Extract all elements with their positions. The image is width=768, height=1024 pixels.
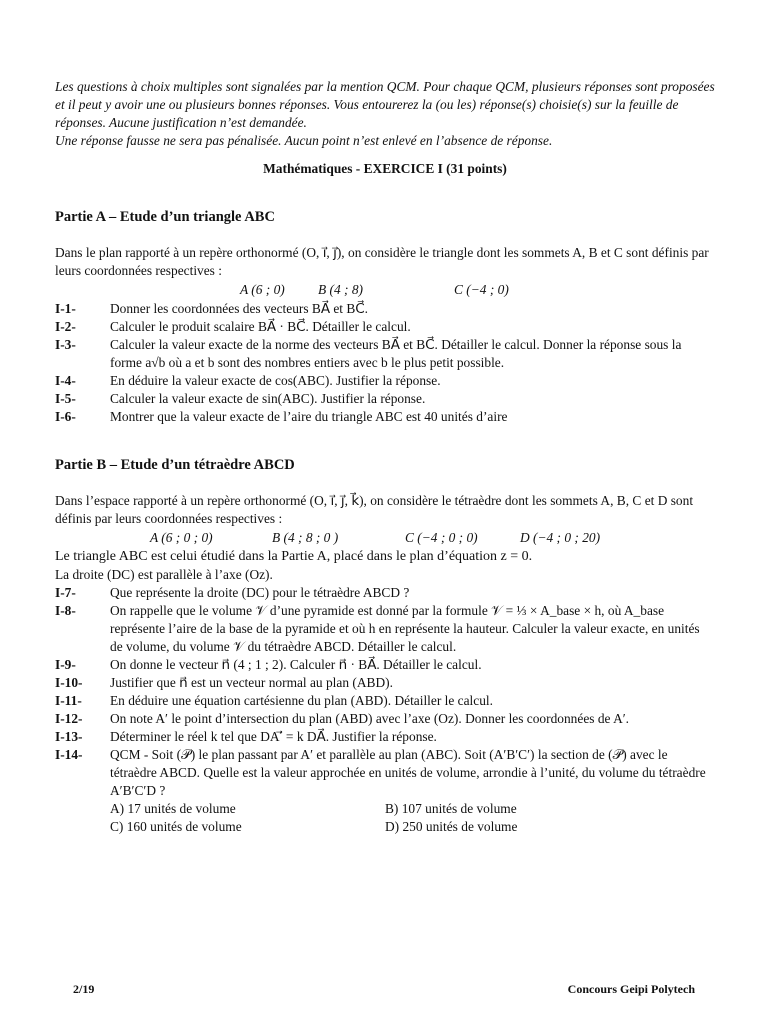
option-b[interactable]: B) 107 unités de volume bbox=[385, 801, 517, 816]
question-number: I-6- bbox=[55, 409, 76, 424]
question-text: Que représente la droite (DC) pour le tétraèdre ABCD ? bbox=[110, 585, 410, 600]
question-item bbox=[55, 300, 715, 318]
question-number: I-10- bbox=[55, 675, 83, 690]
coord-c: C (−4 ; 0 ; 0) bbox=[405, 530, 478, 545]
question-text: On donne le vecteur n⃗ (4 ; 1 ; 2). Calculer n⃗ · BA⃗. Détailler le calcul. bbox=[110, 657, 482, 672]
question-number: I-4- bbox=[55, 373, 76, 388]
footer-source: Concours Geipi Polytech bbox=[567, 982, 695, 996]
coord-c: C (−4 ; 0) bbox=[454, 282, 509, 297]
question-item bbox=[55, 692, 715, 710]
question-number: I-9- bbox=[55, 657, 76, 672]
part-a-questions bbox=[55, 300, 715, 426]
question-text: On rappelle que le volume 𝒱 d’une pyramide est donné par la formule 𝒱 = ⅓ × A_base × h, où A_base représente l’aire de la base de la pyramide et où h en représente la hauteur. Calculer la valeur exacte, en unités de volume, du volume 𝒱 du tétraèdre ABCD. Détailler le calcul. bbox=[110, 603, 700, 654]
option-a[interactable]: A) 17 unités de volume bbox=[110, 801, 236, 816]
part-b-title: Partie B – Etude d’un tétraèdre ABCD bbox=[55, 457, 295, 473]
option-c[interactable]: C) 160 unités de volume bbox=[110, 819, 242, 834]
coord-a: A (6 ; 0 ; 0) bbox=[150, 530, 213, 545]
question-text: En déduire une équation cartésienne du plan (ABD). Détailler le calcul. bbox=[110, 693, 493, 708]
part-a-coords bbox=[55, 281, 715, 299]
question-text: Déterminer le réel k tel que DA′⃗ = k DA⃗. Justifier la réponse. bbox=[110, 729, 437, 744]
question-item bbox=[55, 746, 715, 800]
question-item bbox=[55, 602, 715, 656]
part-b-line1: Le triangle ABC est celui étudié dans la Partie A, placé dans le plan d’équation z = 0. bbox=[55, 549, 533, 564]
page-number: 2/19 bbox=[73, 982, 95, 996]
question-number: I-12- bbox=[55, 711, 83, 726]
question-text: Calculer la valeur exacte de sin(ABC). Justifier la réponse. bbox=[110, 391, 426, 406]
question-item bbox=[55, 372, 715, 390]
instructions bbox=[55, 78, 715, 150]
part-b-line2: La droite (DC) est parallèle à l’axe (Oz). bbox=[55, 567, 273, 582]
question-text: Justifier que n⃗ est un vecteur normal au plan (ABD). bbox=[110, 675, 393, 690]
part-a-title: Partie A – Etude d’un triangle ABC bbox=[55, 209, 275, 225]
question-number: I-13- bbox=[55, 729, 83, 744]
question-item bbox=[55, 728, 715, 746]
question-number: I-5- bbox=[55, 391, 76, 406]
question-text: Montrer que la valeur exacte de l’aire du triangle ABC est 40 unités d’aire bbox=[110, 409, 508, 424]
coord-d: D (−4 ; 0 ; 20) bbox=[520, 530, 601, 545]
option-d[interactable]: D) 250 unités de volume bbox=[385, 819, 518, 834]
question-text: On note A′ le point d’intersection du plan (ABD) avec l’axe (Oz). Donner les coordonnées de A′. bbox=[110, 711, 630, 726]
part-b-intro: Dans l’espace rapporté à un repère orthonormé (O, i⃗, j⃗, k⃗), on considère le tétraèdre dont les sommets A, B, C et D sont définis par leurs coordonnées respectives : bbox=[55, 493, 694, 526]
part-b-questions bbox=[55, 584, 715, 800]
question-number: I-7- bbox=[55, 585, 76, 600]
question-number: I-3- bbox=[55, 337, 76, 352]
coord-b: B (4 ; 8 ; 0 ) bbox=[272, 530, 339, 545]
question-text: QCM - Soit (𝒫) le plan passant par A′ et parallèle au plan (ABC). Soit (A′B′C′) la section de (𝒫) avec le tétraèdre ABCD. Quelle est la valeur approchée en unités de volume, arrondie à l’unité, du volume du tétraèdre A′B′C′D ? bbox=[110, 747, 706, 798]
question-text: Donner les coordonnées des vecteurs BA⃗ et BC⃗. bbox=[110, 301, 368, 316]
question-text: Calculer la valeur exacte de la norme des vecteurs BA⃗ et BC⃗. Détailler le calcul. Donner la réponse sous la forme a√b où a et b sont des nombres entiers avec b le plus petit possible. bbox=[110, 337, 682, 370]
question-number: I-1- bbox=[55, 301, 76, 316]
document-page bbox=[55, 78, 715, 836]
part-b-coords bbox=[55, 529, 715, 547]
question-item bbox=[55, 674, 715, 692]
question-number: I-11- bbox=[55, 693, 82, 708]
question-text: Calculer le produit scalaire BA⃗ · BC⃗. Détailler le calcul. bbox=[110, 319, 411, 334]
question-item bbox=[55, 336, 715, 372]
question-item bbox=[55, 710, 715, 728]
question-item bbox=[55, 408, 715, 426]
question-number: I-2- bbox=[55, 319, 76, 334]
question-item bbox=[55, 656, 715, 674]
qcm-options bbox=[110, 800, 715, 836]
question-item bbox=[55, 318, 715, 336]
coord-b: B (4 ; 8) bbox=[318, 282, 363, 297]
question-number: I-8- bbox=[55, 603, 76, 618]
question-item bbox=[55, 584, 715, 602]
instructions-text: Les questions à choix multiples sont signalées par la mention QCM. Pour chaque QCM, plusieurs réponses sont proposées et il peut y avoir une ou plusieurs bonnes réponses. Vous entourerez la (ou les) réponse(s) choisie(s) sur la feuille de réponses. Aucune justification n’est demandée. bbox=[55, 79, 715, 130]
exercise-title: Mathématiques - EXERCICE I (31 points) bbox=[263, 161, 507, 176]
part-a-intro: Dans le plan rapporté à un repère orthonormé (O, i⃗, j⃗), on considère le triangle dont les sommets A, B et C sont définis par leurs coordonnées respectives : bbox=[55, 245, 709, 278]
question-number: I-14- bbox=[55, 747, 83, 762]
coord-a: A (6 ; 0) bbox=[240, 282, 285, 297]
page-footer bbox=[73, 980, 695, 998]
question-item bbox=[55, 390, 715, 408]
question-text: En déduire la valeur exacte de cos(ABC). Justifier la réponse. bbox=[110, 373, 441, 388]
instructions-text-2: Une réponse fausse ne sera pas pénalisée. Aucun point n’est enlevé en l’absence de réponse. bbox=[55, 133, 553, 148]
